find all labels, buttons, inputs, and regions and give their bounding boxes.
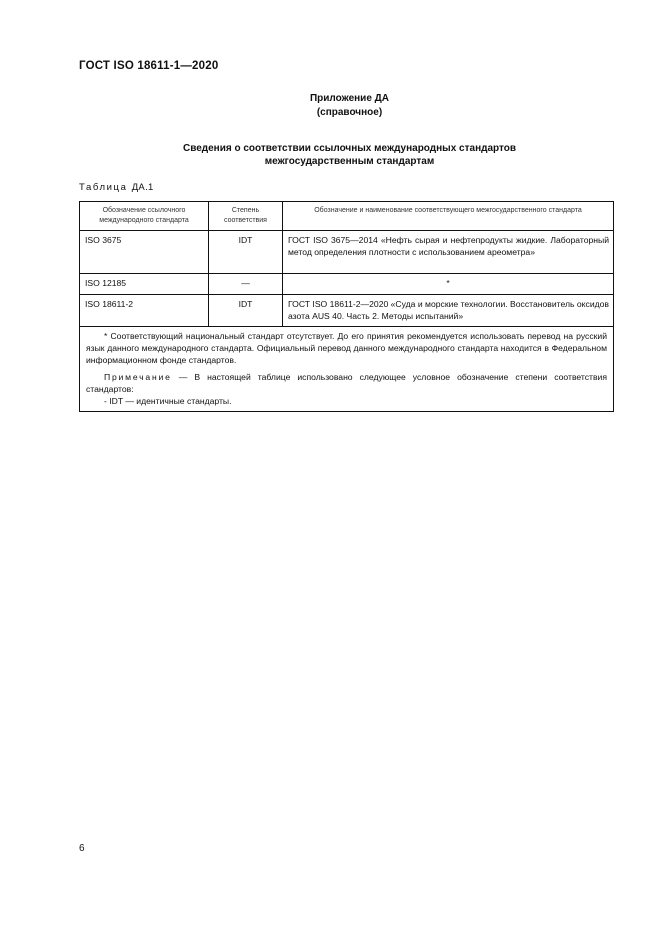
cell-interstate-standard: ГОСТ ISO 18611-2—2020 «Суда и морские технологии. Восстановитель оксидов азота AUS 40. Часть 2. Методы испытаний»	[283, 295, 614, 327]
cell-reference-standard: ISO 3675	[80, 231, 209, 274]
standards-table	[79, 201, 614, 412]
document-title	[0, 142, 661, 168]
cell-reference-standard: ISO 12185	[80, 274, 209, 295]
cell-degree: IDT	[209, 231, 283, 274]
note-text: — В настоящей таблице использовано следующее условное обозначение степени соответствия стандартов:	[86, 372, 607, 394]
table-header-row	[80, 202, 614, 231]
cell-degree: —	[209, 274, 283, 295]
appendix-subtitle: (справочное)	[316, 107, 383, 118]
note-label: Примечание	[104, 372, 172, 382]
document-title-line-2: межгосударственным стандартам	[264, 156, 435, 167]
page-number: 6	[79, 843, 85, 854]
document-title-line-1: Сведения о соответствии ссылочных международных стандартов	[182, 143, 517, 154]
note-item: - IDT — идентичные стандарты.	[104, 396, 232, 406]
table-caption-label: Таблица	[79, 182, 128, 193]
table-footnote: * Соответствующий национальный стандарт отсутствует. До его принятия рекомендуется использовать перевод на русский язык данного международного стандарта. Официальный перевод данного международного стандарта находится в Федеральном информационном фонде стандартов.	[86, 331, 607, 365]
header-degree-of-conformity: Степень соответствия	[209, 202, 283, 231]
cell-degree: IDT	[209, 295, 283, 327]
table-notes-row	[80, 327, 614, 412]
table-caption-number: ДА.1	[131, 182, 154, 193]
appendix-title: Приложение ДА	[309, 93, 390, 104]
table-caption	[79, 182, 154, 193]
table-notes	[80, 327, 614, 412]
cell-reference-standard: ISO 18611-2	[80, 295, 209, 327]
table-row	[80, 295, 614, 327]
standard-code: ГОСТ ISO 18611-1—2020	[79, 60, 219, 72]
cell-interstate-standard: ГОСТ ISO 3675—2014 «Нефть сырая и нефтепродукты жидкие. Лабораторный метод определения плотности с использованием ареометра»	[283, 231, 614, 274]
header-interstate-standard: Обозначение и наименование соответствующего межгосударственного стандарта	[283, 202, 614, 231]
appendix-heading	[0, 92, 661, 120]
table-note	[86, 371, 607, 395]
cell-interstate-standard: *	[283, 274, 614, 295]
header-reference-standard: Обозначение ссылочного международного стандарта	[80, 202, 209, 231]
table-row	[80, 231, 614, 274]
table-row	[80, 274, 614, 295]
